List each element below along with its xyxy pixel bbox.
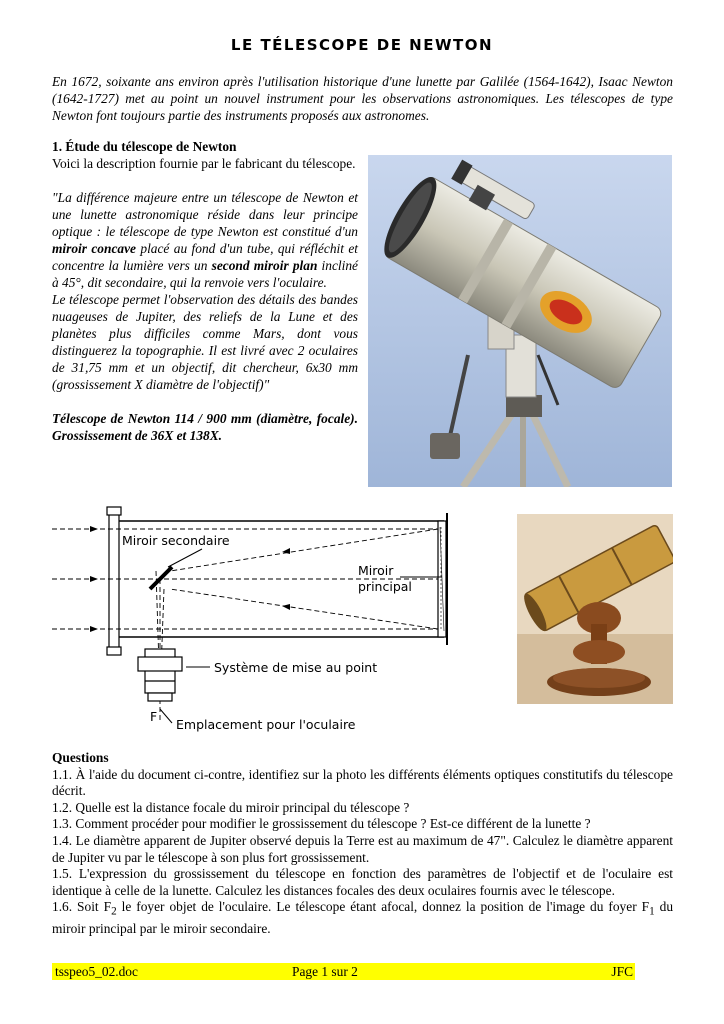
newton-optical-diagram	[52, 497, 502, 737]
label-primary-mirror-1: Miroir	[358, 563, 394, 578]
section-1	[52, 138, 358, 444]
question-1-2: 1.2. Quelle est la distance focale du miroir principal du télescope ?	[52, 799, 410, 815]
question-text: du miroir principal par le miroir secondaire.	[52, 899, 674, 936]
manufacturer-quote	[52, 189, 358, 291]
section-heading: 1. Étude du télescope de Newton	[52, 139, 237, 154]
question-text: 1.6. Soit F	[52, 899, 112, 915]
quote-text: placé au fond d'un tube, qui réfléchit et concentre la lumière vers un	[52, 241, 358, 273]
question-text: le foyer objet de l'oculaire. Le télescope étant afocal, donnez la position de l'image du foyer F	[116, 899, 650, 915]
subscript: 1	[649, 906, 655, 919]
label-focus-f: F	[150, 709, 158, 724]
page-title: LE TÉLESCOPE DE NEWTON	[230, 36, 494, 54]
label-eyepiece-location: Emplacement pour l'oculaire	[176, 717, 356, 732]
question-1-5: 1.5. L'expression du grossissement du télescope en fonction des paramètres de l'objectif et de l'oculaire est identique à celle de la lunette. Calculez les distances focales des deux oculaires fournis avec le télescope.	[52, 866, 673, 898]
intro-paragraph: En 1672, soixante ans environ après l'utilisation historique d'une lunette par Galilée (1564-1642), Isaac Newton (1642-1727) met au point un nouvel instrument pour les observations astronomiques. Les télescopes de type Newton font toujours partie des instruments proposés aux astronomes.	[52, 74, 673, 123]
question-1-4: 1.4. Le diamètre apparent de Jupiter observé depuis la Terre est au maximum de 47". Calculez le diamètre apparent de Jupiter vu par le télescope à son plus fort grossissement.	[52, 832, 673, 865]
label-secondary-mirror: Miroir secondaire	[122, 533, 230, 548]
question-1-3: 1.3. Comment procéder pour modifier le grossissement du télescope ? Est-ce différent de la lunette ?	[52, 816, 591, 832]
footer-filename: tsspeo5_02.doc	[55, 964, 138, 979]
label-primary-mirror-2: principal	[358, 579, 412, 594]
page-footer	[52, 963, 635, 980]
section-lead: Voici la description fournie par le fabricant du télescope.	[52, 156, 356, 171]
questions-section	[52, 750, 673, 937]
historic-telescope-photo	[517, 514, 673, 704]
subscript: 2	[111, 906, 117, 919]
quote-text: "La différence majeure entre un télescope de Newton et une lunette astronomique réside dans leur principe optique : le télescope de type Newton est constitué d'un	[52, 190, 358, 239]
questions-heading: Questions	[52, 750, 109, 765]
quote-text: incliné à 45°, dit secondaire, qui la renvoie vers l'oculaire.	[52, 258, 358, 290]
telescope-photo	[368, 155, 672, 487]
quote-emphasis: second miroir plan	[211, 258, 318, 273]
quote-paragraph-2: Le télescope permet l'observation des détails des bandes nuageuses de Jupiter, des reliefs de la Lune et des planètes plus difficiles comme Mars, dont vous distinguerez la topographie. Il est livré avec 2 oculaires de 31,75 mm et un objectif, dit chercheur, 6x30 mm (grossissement X diamètre de l'objectif)"	[52, 292, 358, 392]
quote-emphasis: miroir concave	[52, 241, 136, 256]
footer-author: JFC	[611, 964, 633, 979]
label-focus-system: Système de mise au point	[214, 660, 378, 675]
question-1-6	[52, 899, 673, 937]
telescope-specs: Télescope de Newton 114 / 900 mm (diamètre, focale). Grossissement de 36X et 138X.	[52, 411, 358, 443]
footer-page-number: Page 1 sur 2	[292, 964, 358, 979]
question-1-1: 1.1. À l'aide du document ci-contre, identifiez sur la photo les différents éléments optiques constitutifs du télescope décrit.	[52, 766, 673, 799]
